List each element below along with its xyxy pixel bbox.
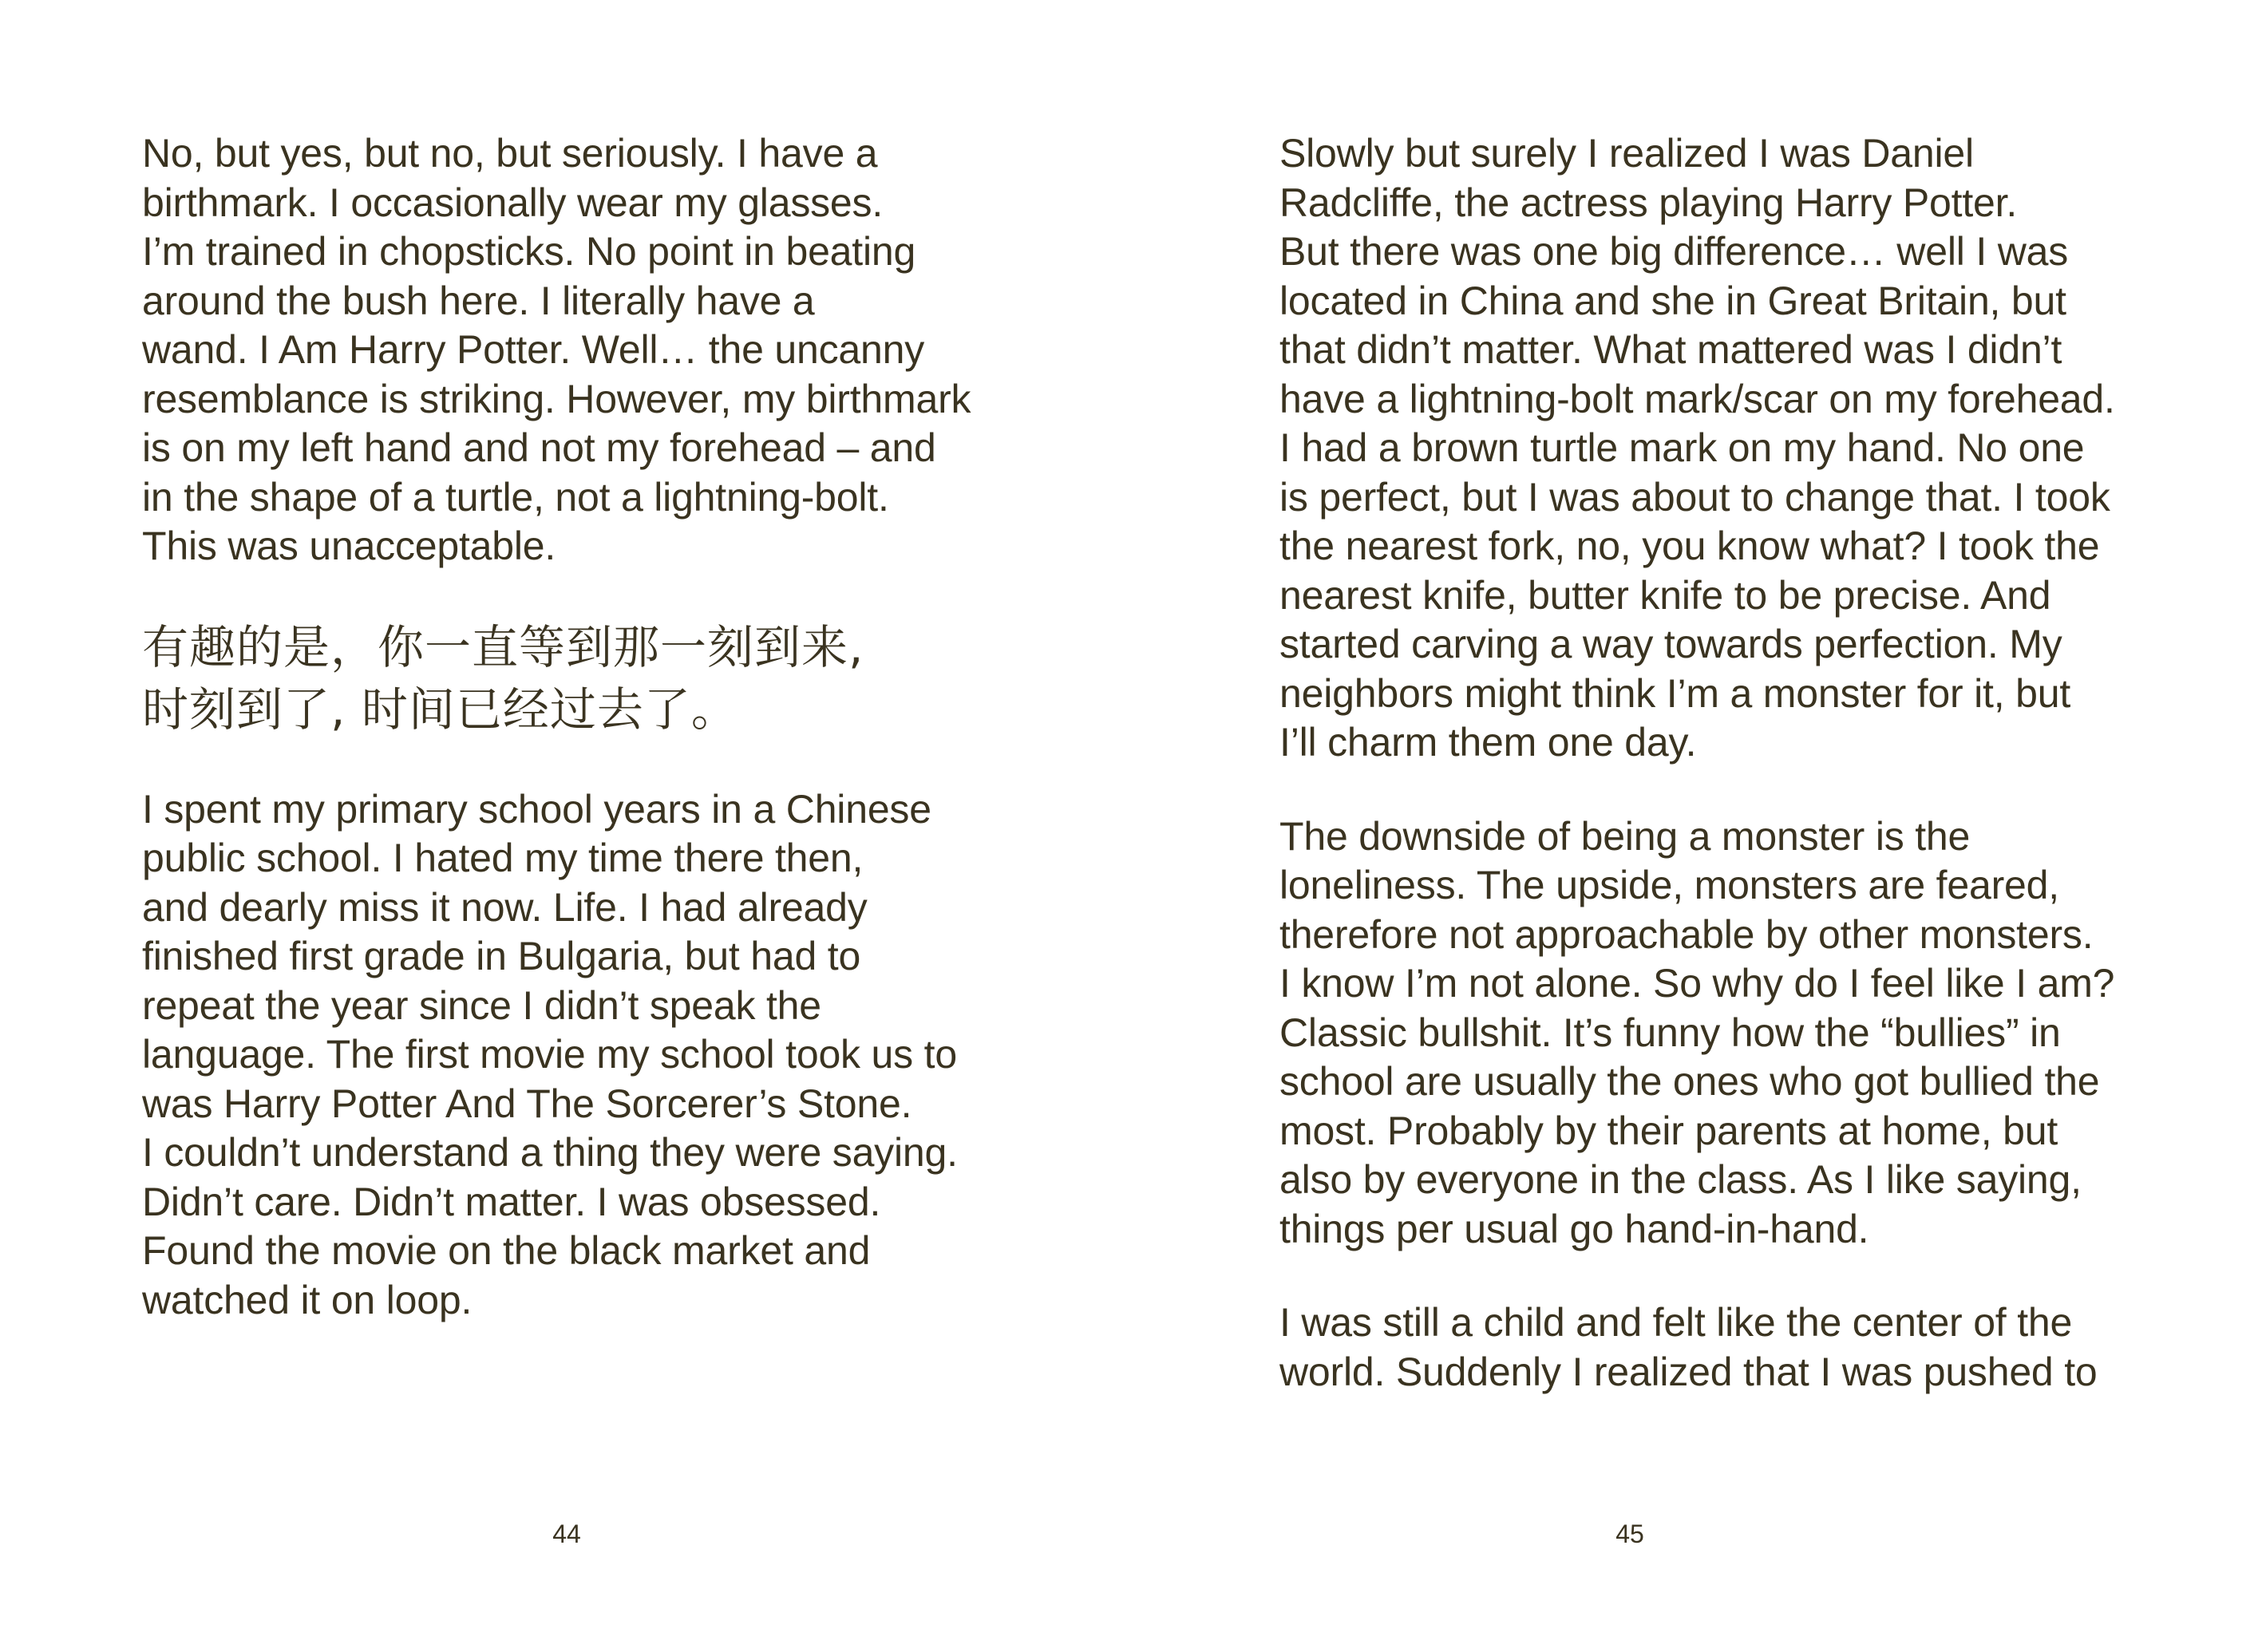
- text-line: school are usually the ones who got bullied the: [1279, 1059, 2100, 1104]
- text-line: public school. I hated my time there then,: [142, 836, 864, 880]
- text-line: Found the movie on the black market and: [142, 1228, 871, 1273]
- right-text-column: [1279, 129, 2165, 1441]
- text-line: 有趣的是，你一直等到那一刻到来,: [142, 619, 864, 674]
- text-line: the nearest fork, no, you know what? I took the: [1279, 524, 2100, 568]
- text-line: is perfect, but I was about to change that. I took: [1279, 474, 2110, 520]
- text-line: neighbors might think I’m a monster for it, but: [1279, 670, 2071, 716]
- right-paragraph-2: [1279, 812, 2165, 1255]
- text-line: that didn’t matter. What mattered was I didn’t: [1279, 327, 2062, 372]
- text-line: I’m trained in chopsticks. No point in beating: [142, 229, 916, 274]
- text-line: and dearly miss it now. Life. I had already: [142, 884, 868, 930]
- text-line: resemblance is striking. However, my birthmark: [142, 376, 971, 421]
- right-paragraph-1: [1279, 129, 2165, 768]
- text-line: wand. I Am Harry Potter. Well… the uncanny: [142, 327, 925, 372]
- text-line: Classic bullshit. It’s funny how the “bullies” in: [1279, 1010, 2061, 1055]
- text-line: I know I’m not alone. So why do I feel like I am?: [1279, 961, 2115, 1006]
- left-paragraph-2: [142, 785, 1028, 1326]
- text-line: therefore not approachable by other monsters.: [1279, 911, 2094, 957]
- text-line: Slowly but surely I realized I was Daniel: [1279, 131, 1974, 176]
- page-number-left: 44: [552, 1520, 581, 1548]
- text-line: watched it on loop.: [142, 1277, 473, 1322]
- chinese-quote: [142, 616, 1028, 741]
- text-line: most. Probably by their parents at home, but: [1279, 1108, 2058, 1153]
- text-line: around the bush here. I literally have a: [142, 278, 815, 323]
- text-line: finished first grade in Bulgaria, but had to: [142, 934, 861, 978]
- text-line: I couldn’t understand a thing they were saying.: [142, 1130, 958, 1175]
- text-line: is on my left hand and not my forehead – and: [142, 425, 936, 470]
- text-line: 时刻到了, 时间已经过去了。: [142, 682, 738, 737]
- text-line: No, but yes, but no, but seriously. I have a: [142, 131, 878, 176]
- text-line: started carving a way towards perfection. My: [1279, 622, 2062, 666]
- text-line: This was unacceptable.: [142, 524, 556, 568]
- page-number-right: 45: [1615, 1520, 1644, 1548]
- text-line: The downside of being a monster is the: [1279, 813, 1971, 859]
- text-line: in the shape of a turtle, not a lightning-bolt.: [142, 474, 889, 520]
- text-line: birthmark. I occasionally wear my glasses.: [142, 180, 884, 225]
- text-line: I had a brown turtle mark on my hand. No one: [1279, 425, 2085, 470]
- text-line: Didn’t care. Didn’t matter. I was obsessed.: [142, 1179, 881, 1224]
- text-line: repeat the year since I didn’t speak the: [142, 982, 821, 1028]
- text-line: loneliness. The upside, monsters are feared,: [1279, 863, 2059, 907]
- text-line: Radcliffe, the actress playing Harry Potter.: [1279, 180, 2018, 225]
- text-line: was Harry Potter And The Sorcerer’s Stone.: [142, 1081, 912, 1126]
- left-paragraph-1: [142, 129, 1028, 571]
- left-text-column: [142, 129, 1028, 1369]
- right-paragraph-3: [1279, 1298, 2165, 1397]
- text-line: I spent my primary school years in a Chinese: [142, 786, 931, 832]
- text-line: language. The first movie my school took us to: [142, 1032, 957, 1077]
- text-line: also by everyone in the class. As I like saying,: [1279, 1157, 2082, 1202]
- text-line: things per usual go hand-in-hand.: [1279, 1206, 1869, 1251]
- text-line: But there was one big difference… well I was: [1279, 229, 2069, 274]
- text-line: I’ll charm them one day.: [1279, 720, 1697, 765]
- right-page: [1131, 0, 2262, 1652]
- text-line: I was still a child and felt like the center of the: [1279, 1300, 2073, 1345]
- text-line: located in China and she in Great Britain, but: [1279, 278, 2066, 323]
- text-line: world. Suddenly I realized that I was pushed to: [1279, 1349, 2098, 1394]
- text-line: have a lightning-bolt mark/scar on my forehead.: [1279, 376, 2115, 421]
- text-line: nearest knife, butter knife to be precise. And: [1279, 572, 2051, 618]
